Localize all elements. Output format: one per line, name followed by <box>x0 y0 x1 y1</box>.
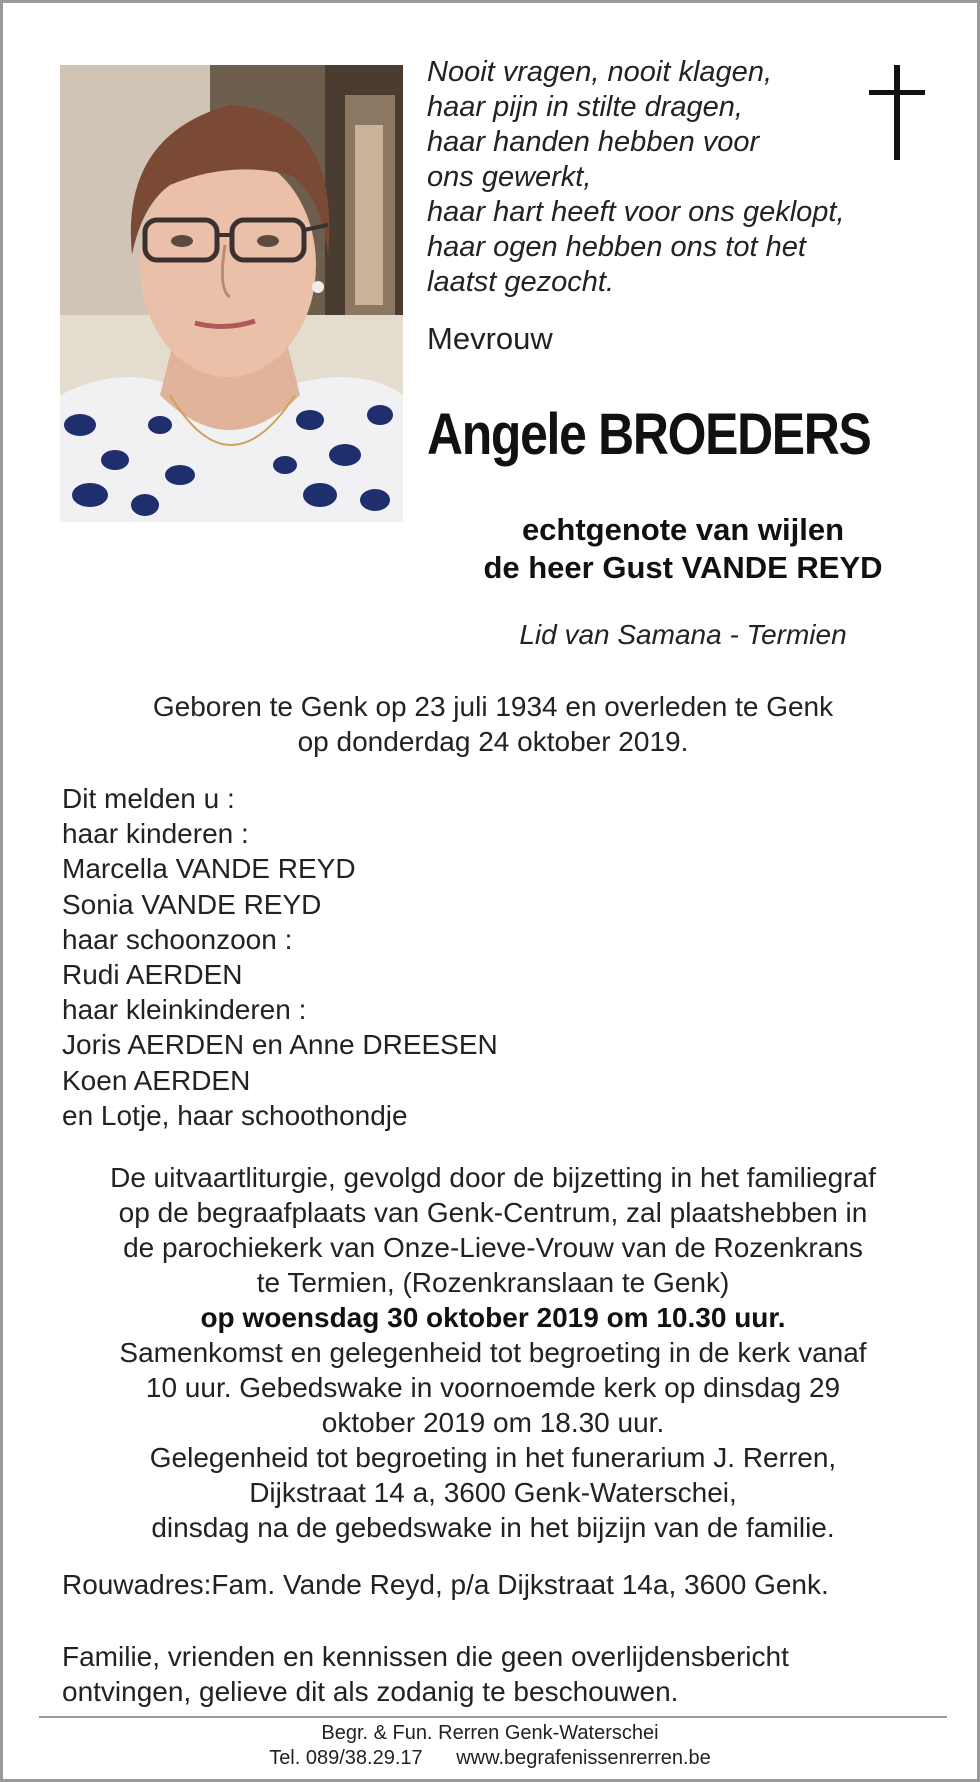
poem-line: haar handen hebben voor <box>427 126 760 158</box>
funeral-line: 10 uur. Gebedswake in voornoemde kerk op dinsdag 29 <box>145 1372 841 1403</box>
footer-divider <box>39 1716 947 1718</box>
notice-line: Familie, vrienden en kennissen die geen overlijdensbericht <box>62 1641 789 1672</box>
funeral-company: Begr. & Fun. Rerren Genk-Waterschei <box>321 1722 659 1744</box>
poem-line: Nooit vragen, nooit klagen, <box>427 56 772 88</box>
family-line: Dit melden u : <box>62 783 235 814</box>
funeral-line: dinsdag na de gebedswake in het bijzijn van de familie. <box>151 1512 835 1543</box>
family-line: Koen AERDEN <box>62 1064 251 1096</box>
notice <box>62 1639 789 1709</box>
family-line: Joris AERDEN en Anne DREESEN <box>62 1029 498 1061</box>
spouse-line: de heer Gust VANDE REYD <box>483 550 883 585</box>
birth-line: Geboren te Genk op 23 juli 1934 en overleden te Genk <box>152 691 834 722</box>
funeral-line: te Termien, (Rozenkranslaan te Genk) <box>256 1267 730 1298</box>
poem-line: haar pijn in stilte dragen, <box>427 91 743 123</box>
funeral-line: oktober 2019 om 18.30 uur. <box>321 1407 665 1438</box>
family-list <box>62 781 498 1133</box>
poem-line: haar hart heeft voor ons geklopt, <box>427 196 845 228</box>
phone-number: Tel. 089/38.29.17 <box>269 1747 423 1769</box>
website-link[interactable]: www.begrafenissenrerren.be <box>456 1747 711 1769</box>
funeral-date: op woensdag 30 oktober 2019 om 10.30 uur. <box>200 1302 786 1333</box>
spouse-info <box>403 511 963 587</box>
poem-line: laatst gezocht. <box>427 266 614 298</box>
poem-line: ons gewerkt, <box>427 161 592 193</box>
birth-death-info <box>43 689 943 759</box>
membership: Lid van Samana - Termien <box>519 619 847 650</box>
funeral-line: op de begraafplaats van Genk-Centrum, zal plaatshebben in <box>118 1197 868 1228</box>
portrait-illustration <box>60 65 403 522</box>
notice-line: ontvingen, gelieve dit als zodanig te beschouwen. <box>62 1676 679 1707</box>
funeral-line: De uitvaartliturgie, gevolgd door de bijzetting in het familiegraf <box>110 1162 876 1193</box>
family-line: haar kleinkinderen : <box>62 994 307 1026</box>
poem-line: haar ogen hebben ons tot het <box>427 231 806 263</box>
birth-line: op donderdag 24 oktober 2019. <box>297 726 689 757</box>
family-line: Rudi AERDEN <box>62 959 243 991</box>
footer-contact <box>3 1746 977 1771</box>
funeral-line: Dijkstraat 14 a, 3600 Genk-Waterschei, <box>249 1477 737 1508</box>
family-line: Marcella VANDE REYD <box>62 853 356 885</box>
footer <box>3 1721 977 1771</box>
mourning-address: Rouwadres:Fam. Vande Reyd, p/a Dijkstraat 14a, 3600 Genk. <box>62 1569 829 1600</box>
poem <box>427 55 845 300</box>
funeral-line: Gelegenheid tot begroeting in het funerarium J. Rerren, <box>149 1442 837 1473</box>
spouse-line: echtgenote van wijlen <box>521 512 845 547</box>
portrait-photo <box>60 65 403 522</box>
family-line: haar kinderen : <box>62 818 249 850</box>
salutation: Mevrouw <box>427 321 553 356</box>
funeral-line: Samenkomst en gelegenheid tot begroeting in de kerk vanaf <box>119 1337 867 1368</box>
latin-cross-icon <box>869 65 925 160</box>
funeral-line: de parochiekerk van Onze-Lieve-Vrouw van de Rozenkrans <box>123 1232 863 1263</box>
family-line: en Lotje, haar schoothondje <box>62 1099 408 1131</box>
funeral-details <box>43 1160 943 1545</box>
deceased-name: Angele BROEDERS <box>427 402 871 467</box>
family-line: haar schoonzoon : <box>62 923 293 955</box>
family-line: Sonia VANDE REYD <box>62 888 322 920</box>
